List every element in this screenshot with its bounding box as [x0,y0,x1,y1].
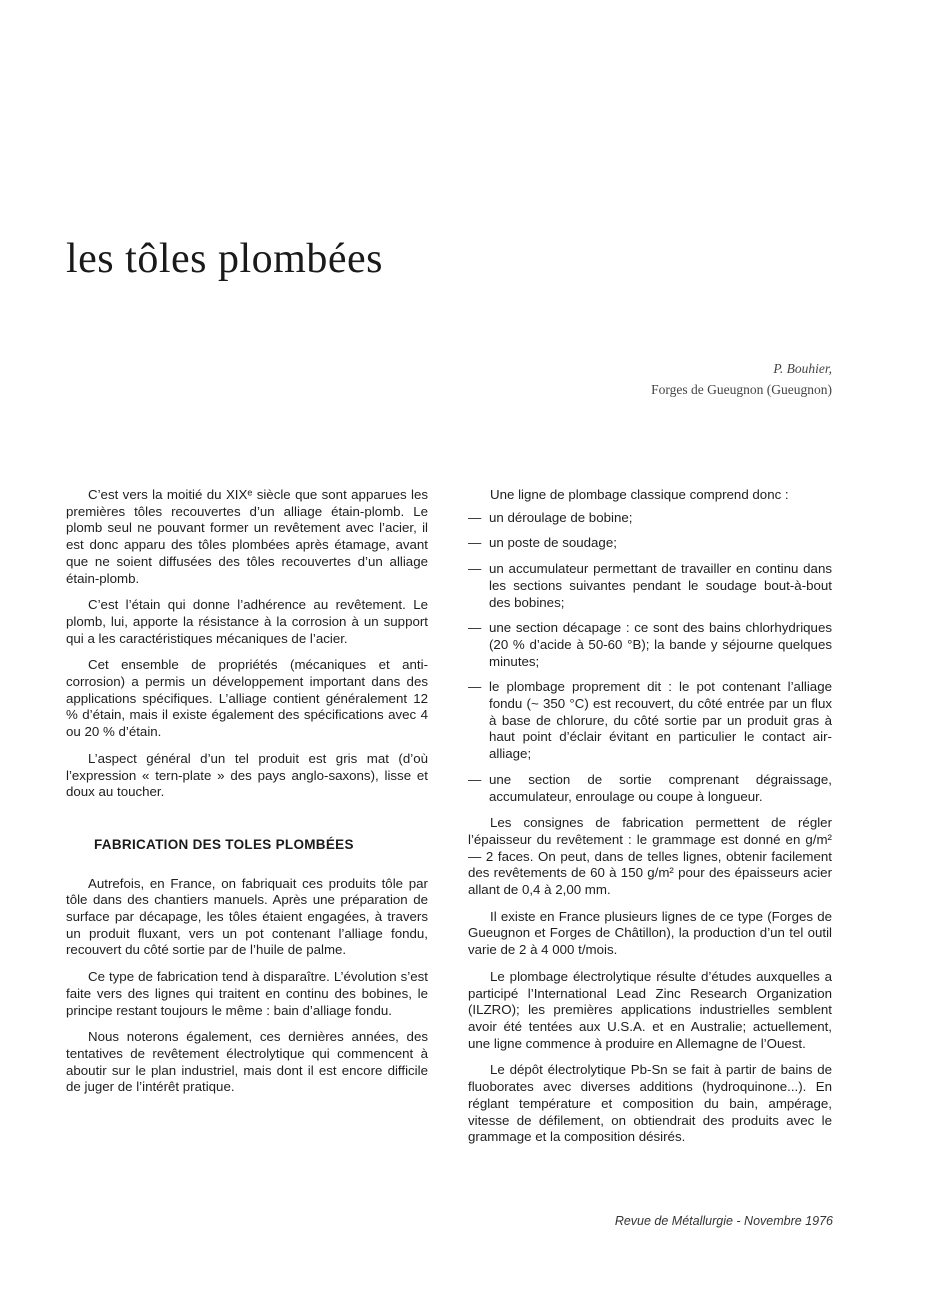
byline [651,358,832,400]
list-item-text: un déroulage de bobine; [489,509,633,525]
paragraph: Cet ensemble de propriétés (mécaniques et anticorrosion) a permis un développement important dans des applications spécifiques. L’alliage contient généralement 12 % d’étain, mais il existe également des spécifications avec 4 ou 20 % d’étain. [66,657,428,740]
list-item [468,620,832,670]
list-dash: — [468,620,482,636]
list-item [468,561,832,611]
list-dash: — [468,771,482,787]
article-title: les tôles plombées [66,236,383,282]
paragraph: C’est l’étain qui donne l’adhérence au revêtement. Le plomb, lui, apporte la résistance à la corrosion à un support qui a les caractéristiques mécaniques de l’acier. [66,597,428,646]
paragraph: L’aspect général d’un tel produit est gris mat (d’où l’expression « tern-plate » des pays anglo-saxons), lisse et doux au toucher. [66,750,428,800]
paragraph: Le plombage électrolytique résulte d’études auxquelles a participé l’International Lead Zinc Research Organization (ILZRO); les premières applications industrielles semblent avoir été tentées aux U.S.A. et en Australie; actuellement, une ligne commence à produire en Allemagne de l’Ouest. [468,968,832,1051]
list-item-text: une section décapage : ce sont des bains chlorhydriques (20 % d’acide à 50-60 °B); la bande y séjourne quelques minutes; [489,620,832,669]
paragraph: Ce type de fabrication tend à disparaître. L’évolution s’est faite vers des lignes qui traitent en continu des bobines, le principe restant toujours le même : bain d’alliage fondu. [66,969,428,1018]
paragraph: Le dépôt électrolytique Pb-Sn se fait à partir de bains de fluoborates avec diverses additions (hydroquinone...). En réglant température et composition du bain, ampérage, vitesse de défilement, on obtiendrait des produits avec le grammage et la composition désirés. [468,1062,832,1145]
list-item-text: un poste de soudage; [489,535,617,551]
list-item [468,510,832,527]
journal-footer: Revue de Métallurgie - Novembre 1976 [614,1214,833,1228]
list-item-text: le plombage proprement dit : le pot contenant l’alliage fondu (~ 350 °C) est recouvert, du côté entrée par un flux à base de chlorure, du côté sortie par un produit gras à haut point d’éclair évitant en particulier le contact air-alliage; [489,679,832,762]
list-item [468,535,832,552]
list-item [468,679,832,763]
section-heading: FABRICATION DES TOLES PLOMBÉES [94,836,354,852]
list-dash: — [468,561,482,577]
author-affiliation: Forges de Gueugnon (Gueugnon) [651,382,832,397]
author-name: P. Bouhier, [773,361,832,376]
list-item-text: une section de sortie comprenant dégraissage, accumulateur, enroulage ou coupe à longueur. [489,771,832,804]
paragraph: Nous noterons également, ces dernières années, des tentatives de revêtement électrolytique qui commencent à aboutir sur le plan industriel, mais dont il est encore difficile de juger de l’intérêt pratique. [66,1029,428,1095]
list-item [468,772,832,805]
list-dash: — [468,679,482,695]
right-column [468,487,832,1156]
list-dash: — [468,535,482,551]
paragraph: C’est vers la moitié du XIXᵉ siècle que sont apparues les premières tôles recouvertes d’un alliage étain-plomb. Le plomb seul ne pouvant former un revêtement avec l’acier, il est donc apparu des tôles plombées après étamage, avant que ne soient diffusées des tôles recouvertes d’un alliage étain-plomb. [66,487,428,586]
equipment-list [468,510,832,806]
paragraph: Il existe en France plusieurs lignes de ce type (Forges de Gueugnon et Forges de Châtillon), la production d’un tel outil varie de 2 à 4 000 t/mois. [468,908,832,958]
list-dash: — [468,509,482,525]
left-column [66,487,428,1106]
paragraph: Autrefois, en France, on fabriquait ces produits tôle par tôle dans des chantiers manuels. Après une préparation de surface par décapage, les tôles étaient engagées, à travers un produit fluxant, vers un pot contenant l’alliage fondu, recouvert du côté sortie par de l’huile de palme. [66,875,428,958]
paragraph: Les consignes de fabrication permettent de régler l’épaisseur du revêtement : le grammage est donné en g/m² — 2 faces. On peut, dans de telles lignes, obtenir facilement des revêtements de 60 à 150 g/m² pour des épaisseurs acier allant de 0,4 à 2,00 mm. [468,815,832,898]
list-intro: Une ligne de plombage classique comprend donc : [490,487,789,502]
list-item-text: un accumulateur permettant de travailler en continu dans les sections suivantes pendant le soudage bout-à-bout des bobines; [489,561,832,610]
